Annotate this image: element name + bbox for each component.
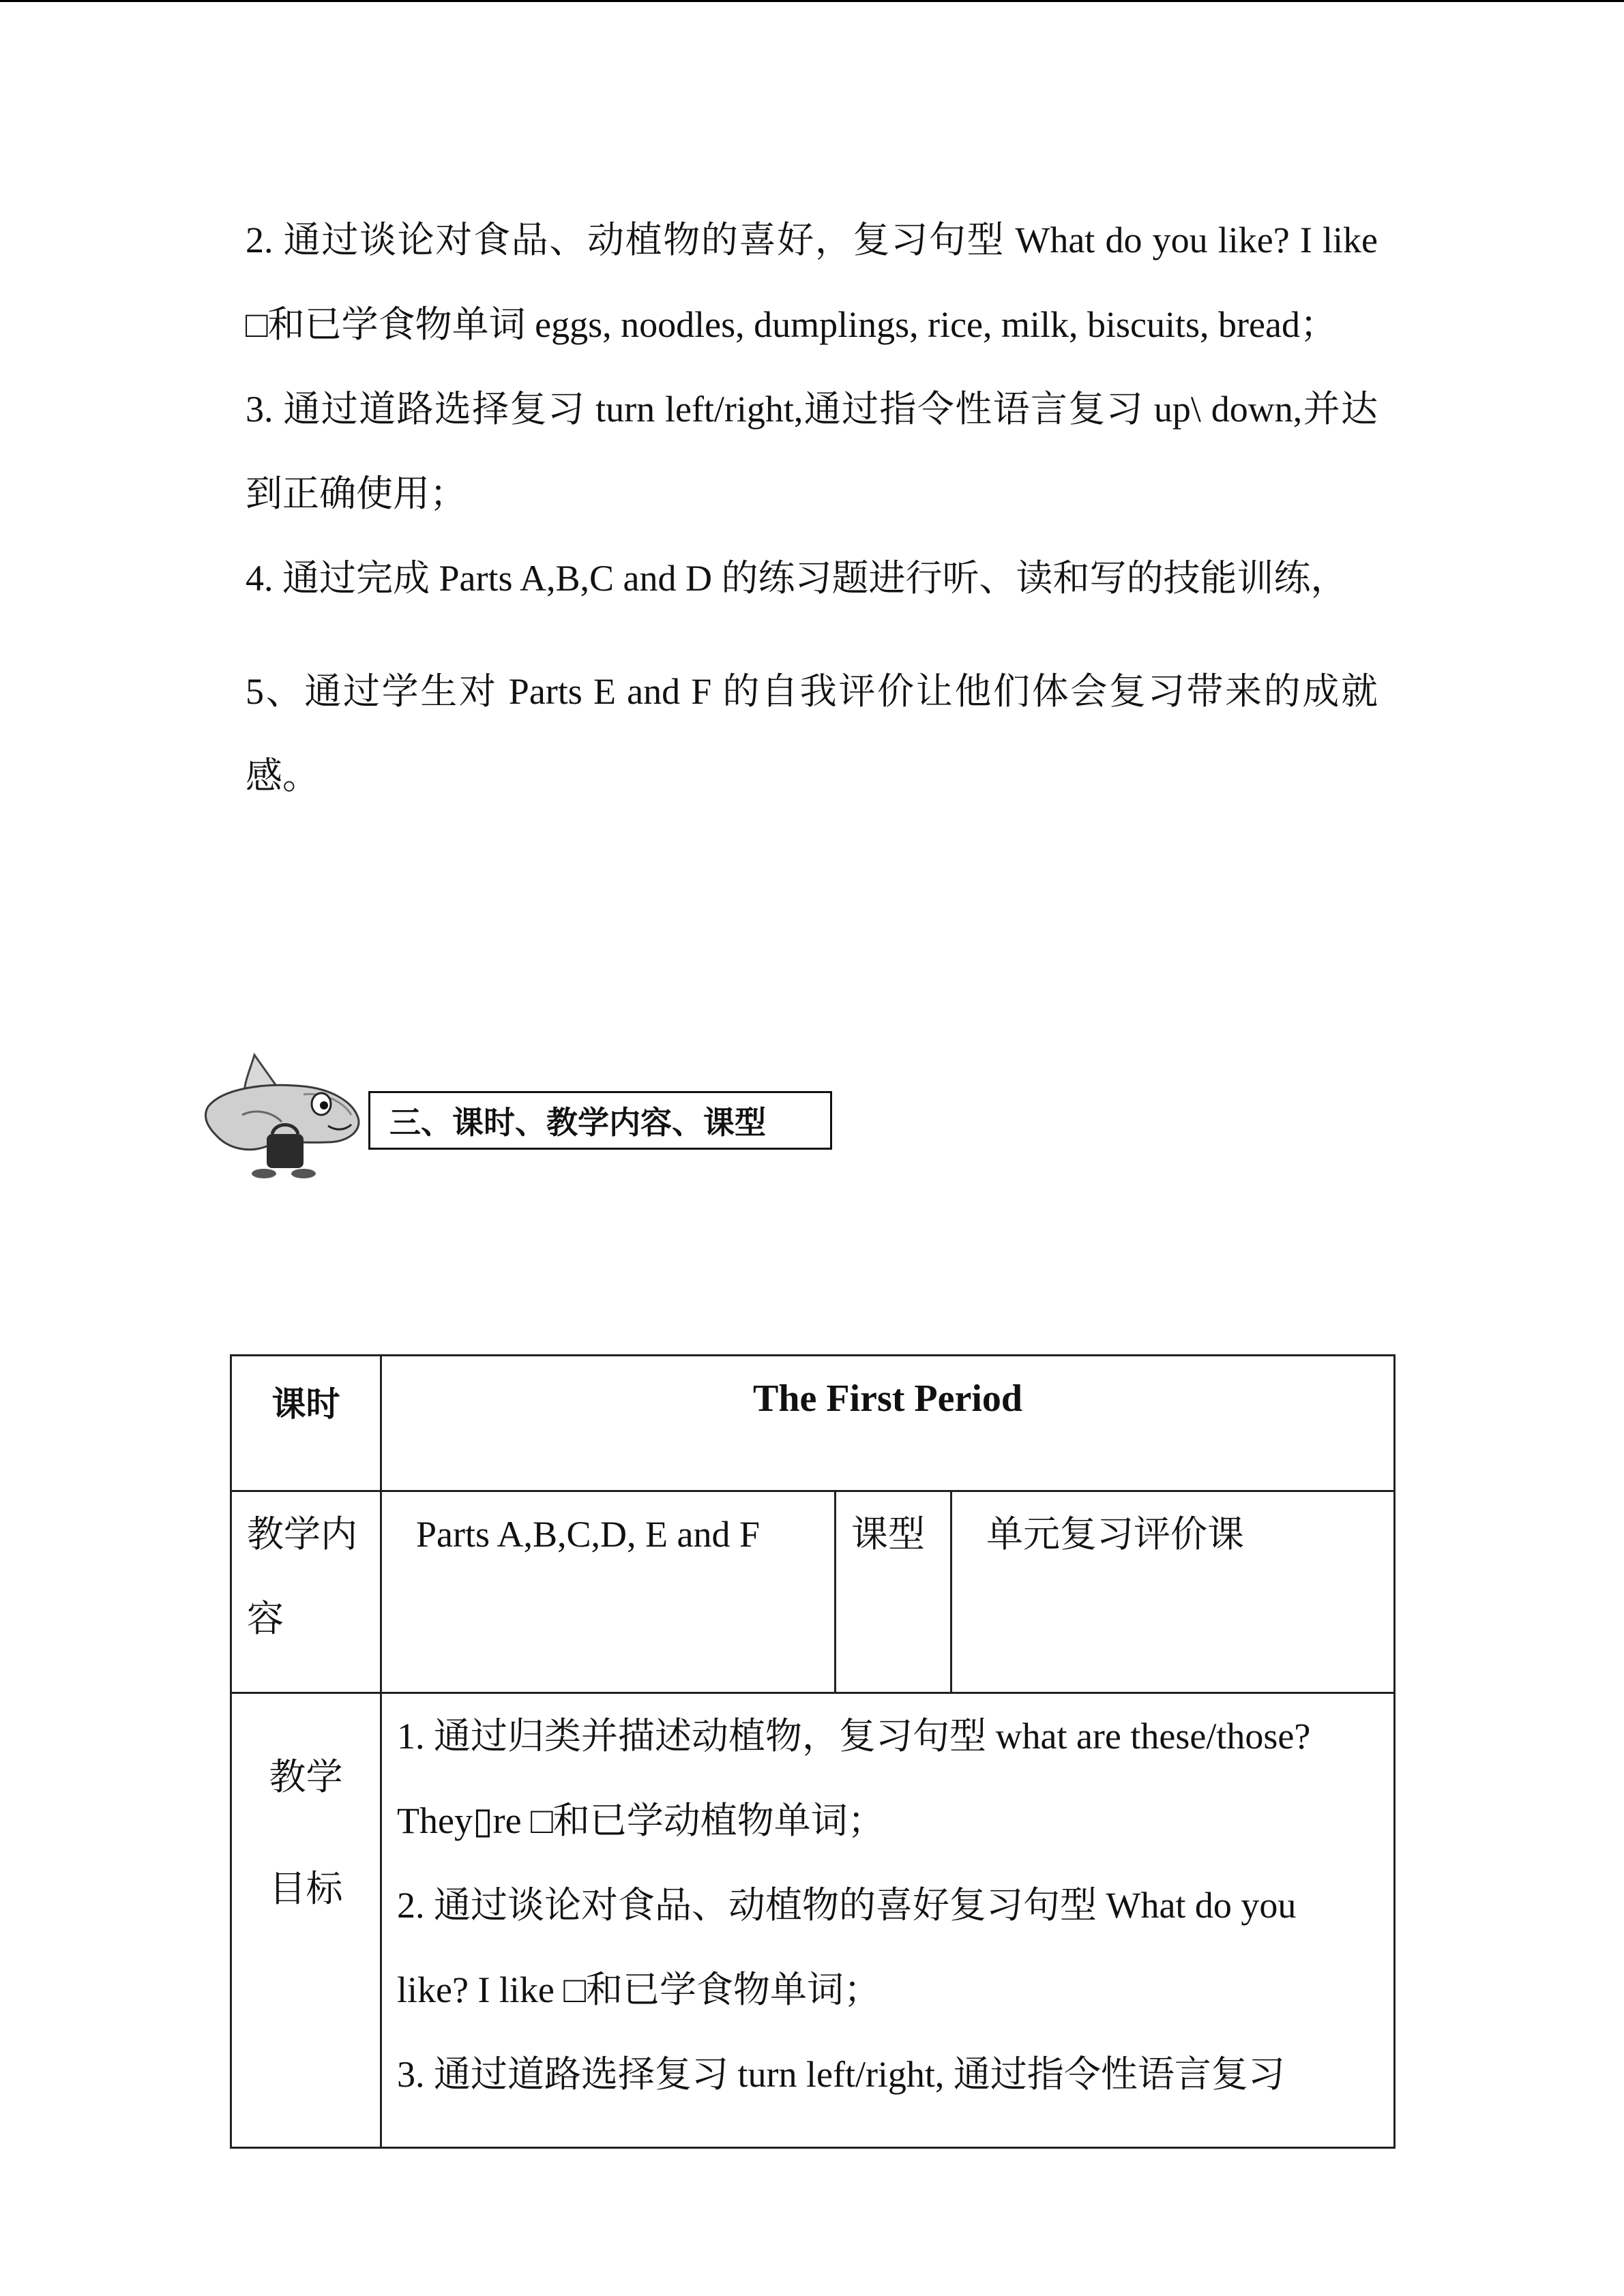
goal-line: like? I like □和已学食物单词； bbox=[397, 1969, 881, 2010]
type-label: 课型 bbox=[836, 1491, 951, 1693]
section-heading-block bbox=[201, 1047, 842, 1183]
content-value: Parts A,B,C,D, E and F bbox=[381, 1491, 836, 1693]
goal-line: 2. 通过谈论对食品、动植物的喜好复习句型 What do you bbox=[397, 1885, 1297, 1926]
period-label: 课时 bbox=[231, 1356, 381, 1491]
content-label: 教学内容 bbox=[231, 1491, 381, 1693]
section-heading: 三、课时、教学内容、课型 bbox=[368, 1091, 832, 1150]
period-value: The First Period bbox=[381, 1356, 1395, 1491]
paragraph-item-4: 4. 通过完成 Parts A,B,C and D 的练习题进行听、读和写的技能训练， bbox=[246, 558, 1348, 599]
goals-label bbox=[231, 1693, 381, 2148]
goals-label-line-1: 教学 bbox=[269, 1757, 343, 1798]
table-row-content bbox=[231, 1491, 1395, 1693]
goal-line: 1. 通过归类并描述动植物，复习句型 what are these/those? bbox=[397, 1716, 1311, 1757]
goal-line: They▯re □和已学动植物单词； bbox=[397, 1800, 885, 1841]
goal-line: 3. 通过道路选择复习 turn left/right, 通过指令性语言复习 bbox=[397, 2054, 1285, 2095]
intro-paragraphs bbox=[246, 198, 1378, 818]
paragraph-item-2: 2. 通过谈论对食品、动植物的喜好，复习句型 What do you like? I like □和已学食物单词 eggs, noodles, dumplings, rice, milk, biscuits, bread； bbox=[246, 220, 1378, 345]
goals-label-line-2: 目标 bbox=[269, 1868, 343, 1909]
goals-content bbox=[381, 1693, 1395, 2148]
table-row-period bbox=[231, 1356, 1395, 1491]
cartoon-mascot-icon bbox=[201, 1047, 365, 1183]
top-border-line bbox=[0, 0, 1624, 2]
type-value: 单元复习评价课 bbox=[951, 1491, 1395, 1693]
lesson-plan-table bbox=[230, 1354, 1396, 2149]
table-row-goals bbox=[231, 1693, 1395, 2148]
paragraph-item-5: 5、通过学生对 Parts E and F 的自我评价让他们体会复习带来的成就感。 bbox=[246, 671, 1378, 796]
paragraph-item-3: 3. 通过道路选择复习 turn left/right,通过指令性语言复习 up\ down,并达到正确使用； bbox=[246, 389, 1378, 514]
